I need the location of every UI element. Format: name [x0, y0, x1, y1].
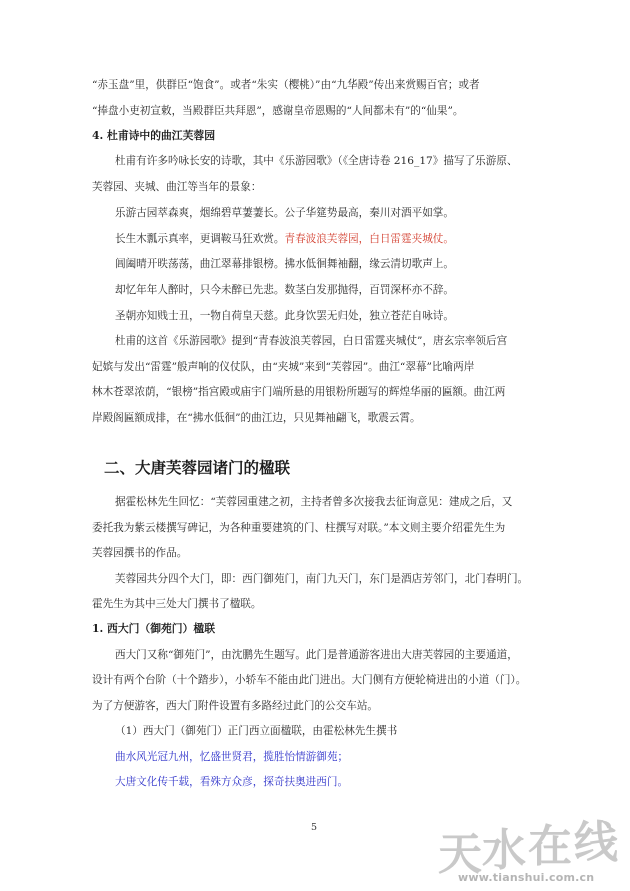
poem-line: 圣朝亦知贱士丑，一物自荷皇天慈。此身饮罢无归处，独立苍茫自咏诗。 [115, 310, 454, 322]
watermark-char: 在 [528, 821, 572, 872]
paragraph-line: 西大门又称“御苑门”，由沈鹏先生题写。此门是普通游客进出大唐芙蓉园的主要通道， [115, 649, 518, 661]
couplet-note: （1）西大门（御苑门）正门西立面楹联，由霍松林先生撰书 [115, 725, 398, 737]
paragraph-line: 妃嫔与发出“雷霆”般声响的仪仗队，由“夹城”来到“芙蓉园”。曲江“翠幕”比喻两岸 [92, 361, 475, 373]
chapter-heading: 二、大唐芙蓉园诸门的楹联 [104, 458, 291, 477]
poem-line: 乐游古园萃森爽，烟绵碧草萋萋长。公子华筵势最高，秦川对酒平如掌。 [115, 207, 454, 219]
poem-line-part: 长生木瓢示真率，更调鞍马狂欢赏。 [115, 233, 285, 245]
couplet-line: 曲水风光冠九州，忆盛世贤君，揽胜怡情游御苑； [115, 751, 349, 763]
paragraph-line: 岸殿阁匾额成排，在“拂水低徊”的曲江边，只见舞袖翩飞，歌震云霄。 [92, 412, 421, 424]
paragraph-line: 委托我为紫云楼撰写碑记，为各种重要建筑的门、柱撰写对联。”本文则主要介绍霍先生为 [92, 522, 506, 534]
paragraph-line: 杜甫有许多吟咏长安的诗歌，其中《乐游园歌》（《全唐诗卷 216_17》描写了乐游原、 [115, 155, 518, 167]
watermark-char: 水 [482, 825, 526, 876]
section-heading: 4. 杜甫诗中的曲江芙蓉园 [92, 129, 215, 142]
paragraph-line: “捧盘小吏初宣敕，当殿群臣共拜恩”，感谢皇帝恩赐的“人间都未有”的“仙果”。 [92, 105, 464, 117]
watermark-char: 天 [438, 829, 482, 880]
couplet-line: 大唐文化传千载，看殊方众彦，探奇扶奥进西门。 [115, 776, 349, 788]
paragraph-line: 芙蓉园撰书的作品。 [92, 547, 188, 559]
paragraph-line: 设计有两个台阶（十个踏步），小轿车不能由此门进出。大门侧有方便轮椅进出的小道（门）。 [92, 674, 527, 686]
paragraph-line: 芙蓉园、夹城、曲江等当年的景象： [92, 181, 262, 193]
subsection-heading: 1. 西大门（御苑门）楹联 [92, 622, 215, 635]
paragraph-line: 为了方便游客，西大门附件设置有多路经过此门的公交车站。 [92, 700, 379, 712]
poem-line: 却忆年年人醉时，只今未醉已先悲。数茎白发那抛得，百罚深杯亦不辞。 [115, 284, 454, 296]
page-number: 5 [311, 822, 318, 833]
paragraph-line: 芙蓉园共分四个大门，即：西门御苑门，南门九天门，东门是酒店芳邻门，北门春明门。 [115, 573, 529, 585]
paragraph-line: “赤玉盘”里，供群臣“饱食”。或者“朱实（樱桃）”由“九华殿”传出来赏赐百官；或者 [92, 79, 480, 91]
highlighted-poem-text: 青春波浪芙蓉园，白日雷霆夹城仗。 [284, 233, 454, 245]
watermark-char: 线 [574, 817, 618, 868]
poem-line: 阊阖晴开昳荡荡，曲江翠幕排银榜。拂水低徊舞袖翻，缘云清切歌声上。 [115, 258, 454, 270]
paragraph-line: 霍先生为其中三处大门撰书了楹联。 [92, 598, 262, 610]
poem-line [115, 232, 538, 246]
paragraph-line: 据霍松林先生回忆：“芙蓉园重建之初，主持者曾多次接我去征询意见：建成之后，又 [115, 496, 513, 508]
paragraph-line: 林木苍翠浓荫，“银榜”指宫殿或庙宇门端所悬的用银粉所题写的辉煌华丽的匾额。曲江两 [92, 386, 506, 398]
paragraph-line: 杜甫的这首《乐游园歌》提到“青春波浪芙蓉园，白日雷霆夹城仗”，唐玄宗率领后宫 [115, 335, 508, 347]
watermark-url: www.tianshui.com.cn [458, 871, 595, 884]
